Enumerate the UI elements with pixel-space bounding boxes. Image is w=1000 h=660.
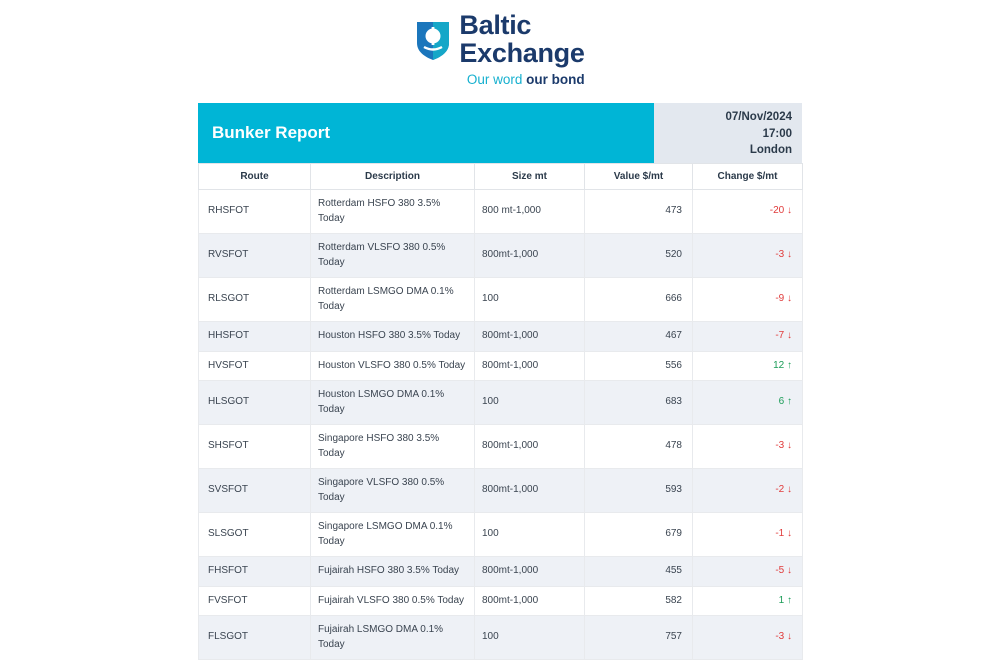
report-sheet xyxy=(198,103,802,660)
arrow-up-icon: ↑ xyxy=(784,396,792,408)
cell-change xyxy=(693,586,803,616)
cell-route: RLSGOT xyxy=(199,278,311,322)
cell-route: RVSFOT xyxy=(199,234,311,278)
cell-route: FHSFOT xyxy=(199,557,311,587)
table-row xyxy=(199,469,803,513)
report-header xyxy=(198,103,802,163)
table-row xyxy=(199,616,803,660)
cell-size: 800mt-1,000 xyxy=(475,234,585,278)
cell-value: 556 xyxy=(585,351,693,381)
cell-description: Fujairah LSMGO DMA 0.1% Today xyxy=(311,616,475,660)
brand-tagline-bold: our bond xyxy=(526,72,585,88)
report-time: 17:00 xyxy=(762,127,792,140)
change-value: -9 xyxy=(775,293,785,305)
cell-route: FVSFOT xyxy=(199,586,311,616)
cell-description: Houston HSFO 380 3.5% Today xyxy=(311,322,475,352)
cell-size: 800mt-1,000 xyxy=(475,469,585,513)
cell-size: 100 xyxy=(475,381,585,425)
change-value: -20 xyxy=(769,205,785,217)
cell-change xyxy=(693,381,803,425)
cell-size: 800mt-1,000 xyxy=(475,586,585,616)
cell-change xyxy=(693,278,803,322)
table-row xyxy=(199,586,803,616)
column-header-size: Size mt xyxy=(475,164,585,190)
cell-value: 666 xyxy=(585,278,693,322)
arrow-down-icon: ↓ xyxy=(784,330,792,342)
change-value: 12 xyxy=(773,359,785,371)
cell-route: HVSFOT xyxy=(199,351,311,381)
cell-change xyxy=(693,425,803,469)
cell-description: Fujairah HSFO 380 3.5% Today xyxy=(311,557,475,587)
baltic-shield-icon xyxy=(415,19,451,61)
brand-name-line2: Exchange xyxy=(459,37,585,68)
cell-route: HLSGOT xyxy=(199,381,311,425)
change-value: -3 xyxy=(775,249,785,261)
change-value: -2 xyxy=(775,484,785,496)
cell-change xyxy=(693,513,803,557)
cell-route: SHSFOT xyxy=(199,425,311,469)
table-row xyxy=(199,513,803,557)
cell-route: SLSGOT xyxy=(199,513,311,557)
cell-value: 478 xyxy=(585,425,693,469)
cell-route: RHSFOT xyxy=(199,190,311,234)
cell-size: 100 xyxy=(475,278,585,322)
arrow-up-icon: ↑ xyxy=(784,359,792,371)
cell-value: 467 xyxy=(585,322,693,352)
cell-description: Singapore LSMGO DMA 0.1% Today xyxy=(311,513,475,557)
change-value: -7 xyxy=(775,330,785,342)
report-title-bar xyxy=(198,103,654,163)
cell-value: 757 xyxy=(585,616,693,660)
change-value: -1 xyxy=(775,528,785,540)
change-value: 6 xyxy=(778,396,785,408)
cell-route: FLSGOT xyxy=(199,616,311,660)
cell-change xyxy=(693,616,803,660)
cell-description: Rotterdam VLSFO 380 0.5% Today xyxy=(311,234,475,278)
brand-logo xyxy=(0,0,1000,87)
cell-change xyxy=(693,322,803,352)
cell-size: 100 xyxy=(475,616,585,660)
cell-value: 593 xyxy=(585,469,693,513)
brand-name-line1: Baltic xyxy=(459,10,532,40)
arrow-down-icon: ↓ xyxy=(784,293,792,305)
brand-tagline xyxy=(467,72,585,87)
brand-tagline-light: Our word xyxy=(466,72,527,88)
cell-value: 679 xyxy=(585,513,693,557)
page-title: Bunker Report xyxy=(212,123,331,143)
cell-size: 800mt-1,000 xyxy=(475,351,585,381)
table-row xyxy=(199,322,803,352)
change-value: -3 xyxy=(775,631,785,643)
arrow-down-icon: ↓ xyxy=(784,205,792,217)
cell-description: Singapore HSFO 380 3.5% Today xyxy=(311,425,475,469)
table-row xyxy=(199,351,803,381)
table-row xyxy=(199,190,803,234)
column-header-route: Route xyxy=(199,164,311,190)
bunker-price-table xyxy=(198,163,803,660)
report-location: London xyxy=(749,144,792,157)
table-header-row xyxy=(199,164,803,190)
table-row xyxy=(199,425,803,469)
cell-change xyxy=(693,351,803,381)
cell-value: 683 xyxy=(585,381,693,425)
cell-route: HHSFOT xyxy=(199,322,311,352)
cell-change xyxy=(693,469,803,513)
cell-description: Fujairah VLSFO 380 0.5% Today xyxy=(311,586,475,616)
report-timestamp xyxy=(654,103,802,163)
arrow-down-icon: ↓ xyxy=(784,565,792,577)
change-value: -5 xyxy=(775,565,785,577)
cell-size: 800mt-1,000 xyxy=(475,557,585,587)
column-header-value: Value $/mt xyxy=(585,164,693,190)
table-row xyxy=(199,234,803,278)
arrow-down-icon: ↓ xyxy=(784,440,792,452)
change-value: -3 xyxy=(775,440,785,452)
report-date: 07/Nov/2024 xyxy=(725,111,792,124)
cell-route: SVSFOT xyxy=(199,469,311,513)
column-header-change: Change $/mt xyxy=(693,164,803,190)
column-header-description: Description xyxy=(311,164,475,190)
cell-size: 800 mt-1,000 xyxy=(475,190,585,234)
cell-description: Rotterdam HSFO 380 3.5% Today xyxy=(311,190,475,234)
arrow-down-icon: ↓ xyxy=(784,631,792,643)
arrow-down-icon: ↓ xyxy=(784,484,792,496)
table-row xyxy=(199,381,803,425)
cell-description: Singapore VLSFO 380 0.5% Today xyxy=(311,469,475,513)
cell-description: Houston VLSFO 380 0.5% Today xyxy=(311,351,475,381)
cell-size: 800mt-1,000 xyxy=(475,425,585,469)
cell-value: 582 xyxy=(585,586,693,616)
cell-description: Rotterdam LSMGO DMA 0.1% Today xyxy=(311,278,475,322)
arrow-down-icon: ↓ xyxy=(784,249,792,261)
cell-description: Houston LSMGO DMA 0.1% Today xyxy=(311,381,475,425)
cell-value: 455 xyxy=(585,557,693,587)
cell-size: 100 xyxy=(475,513,585,557)
arrow-up-icon: ↑ xyxy=(784,594,792,606)
cell-value: 473 xyxy=(585,190,693,234)
table-row xyxy=(199,278,803,322)
change-value: 1 xyxy=(778,594,785,606)
cell-change xyxy=(693,190,803,234)
cell-size: 800mt-1,000 xyxy=(475,322,585,352)
cell-change xyxy=(693,557,803,587)
table-row xyxy=(199,557,803,587)
cell-value: 520 xyxy=(585,234,693,278)
cell-change xyxy=(693,234,803,278)
arrow-down-icon: ↓ xyxy=(784,528,792,540)
